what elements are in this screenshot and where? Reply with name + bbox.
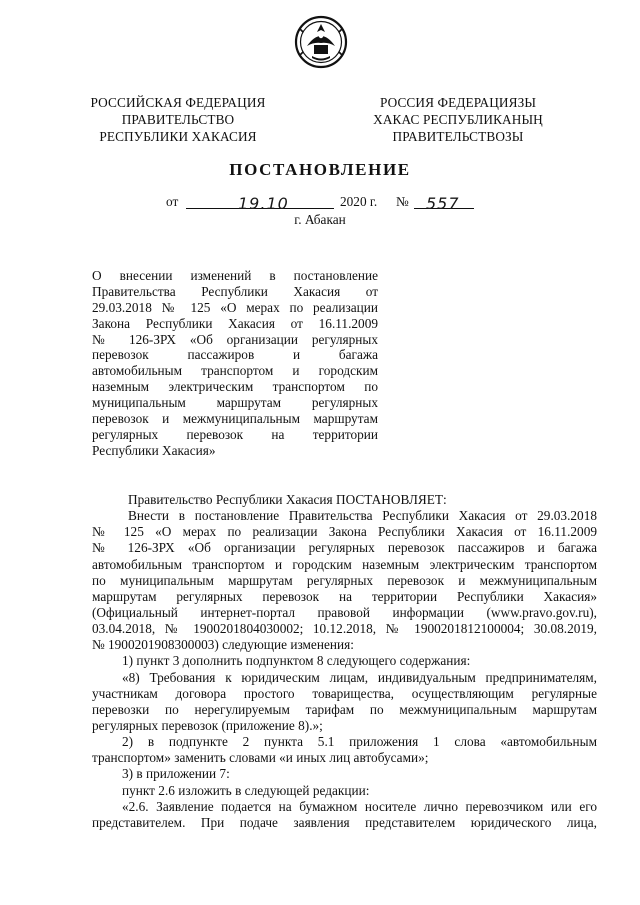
header-right-block [368, 94, 548, 145]
header-left-block [88, 94, 268, 145]
body-line: № 126-ЗРХ «Об организации регулярных перевозок пассажиров и багажа [92, 540, 597, 556]
body-line: 3) в приложении 7: [122, 766, 230, 782]
subject-line: Правительства Республики Хакасия от [92, 283, 378, 299]
subject-block [92, 268, 378, 459]
body-line: маршрутам регулярных перевозок на территории Республики Хакасия» [92, 588, 597, 604]
document-title: ПОСТАНОВЛЕНИЕ [229, 160, 411, 179]
subject-line: 29.03.2018 № 125 «О мерах по реализации [92, 299, 378, 315]
body-line: 2) в подпункте 2 пункта 5.1 приложения 1 слова «автомобильным [122, 734, 597, 750]
body-line: № 125 «О мерах по реализации Закона Республики Хакасия от 16.11.2009 [92, 524, 597, 540]
handwritten-number: 557 [426, 194, 460, 213]
number-sign: № [396, 194, 409, 209]
subject-line: Республики Хакасия» [92, 442, 216, 458]
subject-line: муниципальным маршрутам регулярных [92, 395, 378, 411]
body-line: представителем. При подаче заявления представителем юридического лица, [92, 814, 597, 830]
header-right-line: РОССИЯ ФЕДЕРАЦИЯЗЫ [379, 95, 537, 110]
header-left-line: ПРАВИТЕЛЬСТВО [121, 112, 235, 127]
republic-emblem-icon [294, 12, 348, 72]
body-line: по муниципальным маршрутам регулярных перевозок и межмуниципальным [92, 572, 597, 588]
subject-line: О внесении изменений в постановление [92, 268, 378, 283]
subject-line: перевозок и межмуниципальным маршрутам [92, 411, 378, 427]
subject-line: перевозок пассажиров и багажа [92, 347, 378, 363]
body-line: № 1900201908300003) следующие изменения: [92, 637, 354, 653]
body-line: транспортом» заменить словами «и иных лиц автобусами»; [92, 750, 429, 766]
body-line: 1) пункт 3 дополнить подпунктом 8 следующего содержания: [122, 653, 471, 669]
handwritten-date: 19.10 [238, 194, 289, 213]
year-label: 2020 г. [340, 194, 378, 209]
body-line: Правительство Республики Хакасия ПОСТАНОВЛЯЕТ: [128, 492, 447, 507]
subject-line: № 126-ЗРХ «Об организации регулярных [92, 331, 378, 347]
subject-line: наземным электрическим транспортом по [92, 379, 378, 395]
header-right-line: ХАКАС РЕСПУБЛИКАНЫҢ [373, 112, 543, 127]
body-line: автомобильным транспортом и городским наземным электрическим транспортом [92, 556, 597, 572]
subject-line: регулярных перевозок на территории [92, 426, 378, 442]
body-line: Внести в постановление Правительства Республики Хакасия от 29.03.2018 [128, 508, 597, 524]
body-line: «2.6. Заявление подается на бумажном носителе лично перевозчиком или его [122, 798, 597, 814]
header-right-line: ПРАВИТЕЛЬСТВОЗЫ [392, 129, 524, 144]
header-left-line: РЕСПУБЛИКИ ХАКАСИЯ [99, 129, 257, 144]
body-line: перевозки по нерегулируемым тарифам по межмуниципальным маршрутам [92, 701, 597, 717]
header-left-line: РОССИЙСКАЯ ФЕДЕРАЦИЯ [90, 95, 266, 110]
body-line: участникам договора простого товарищества, осуществляющим регулярные [92, 685, 597, 701]
from-label: от [166, 194, 179, 209]
body-line: 03.04.2018, № 1900201804030002; 10.12.2018, № 1900201812100004; 30.08.2019, [92, 621, 597, 637]
city-label: г. Абакан [294, 212, 346, 227]
body-line: «8) Требования к юридическим лицам, индивидуальным предпринимателям, [122, 669, 597, 685]
subject-line: автомобильным транспортом и городским [92, 363, 378, 379]
body-line: пункт 2.6 изложить в следующей редакции: [122, 782, 370, 798]
date-number-line [0, 192, 640, 214]
body-line: регулярных перевозок (приложение 8).»; [92, 717, 323, 733]
subject-line: Закона Республики Хакасия от 16.11.2009 [92, 315, 378, 331]
body-line: (Официальный интернет-портал правовой информации (www.pravo.gov.ru), [92, 604, 597, 620]
document-body [92, 492, 597, 831]
